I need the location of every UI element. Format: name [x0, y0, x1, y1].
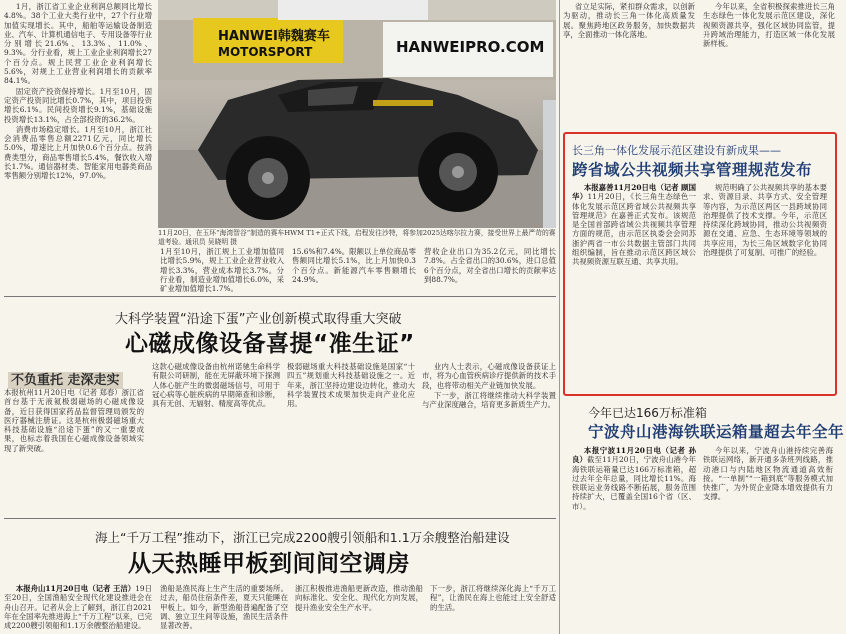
paragraph: 1月，浙江省工业企业利润总额同比增长4.8%。38个工业大类行业中，27个行业增加值实现增长。其中，船舶等运输设备制造业、汽车、计算机通信电子、专用设备等行业分别增长21.6%、13.3%、11.0%、9.3%。分行业看，规上工业企业利润增长27个百分点。规上民营工业企业利润增长5.6%，对规上工业营业利润增长的贡献率84.1%。 — [4, 2, 152, 86]
top-right-column — [563, 2, 835, 122]
bottom-kicker: 海上“千万工程”推动下，浙江已完成2200艘引领船和1.1万余艘整治船建设 — [95, 530, 510, 545]
bottom-body-2: 渔船是渔民海上生产生活的重要场所。过去，船员住宿条件差，夏天只能睡在甲板上。如今，新型渔船普遍配备了空调、独立卫生间等设施，渔民生活条件显著改善。 — [160, 584, 288, 631]
below-photo-column-2: 15.6%和7.4%。限额以上单位商品零售额同比增长5.1%，比上月加快0.3个百分点。新能源汽车零售额增长24.9%。 — [292, 247, 416, 284]
paragraph: 固定资产投资保持增长。1月至10月，固定资产投资同比增长0.7%，其中，项目投资增长6.1%。民间投资增长9.1%，基础设施投资增长13.1%，占全部投资的36.2%。 — [4, 86, 152, 124]
mid-body-1: 本报杭州11月20日电（记者 郑春）浙江省首台基于无液氦极弱磁场的心磁成像设备，近日获得国家药品监督管理局颁发的医疗器械注册证。这是杭州极弱磁场重大科技基础设施“沿途下蛋”的又一重要成果，也标志着我国在心磁成像设备领域实现了新突破。 — [4, 388, 144, 453]
below-photo-column-3: 营收企业出口为35.2亿元，同比增长7.8%。占全省出口的30.6%，进口总值6个百分点，对全省出口增长的贡献率达到88.7%。 — [424, 247, 556, 284]
banner-text: HANWEI韩魏赛车 — [218, 29, 330, 44]
paragraph: 省立足实际，紧扣群众需求，以创新为驱动，推动长三角一体化高质量发展。聚焦跨地区政务服务，加快数据共享，全面推动一体化落地。 — [563, 2, 695, 39]
url-text: HANWEIPRO.COM — [396, 38, 545, 56]
photo-caption: 11月20日，在玉环“海湾智谷”制造的赛车HWM T1+正式下线，启程发往沙特，将参加2025达喀尔拉力赛，接受世界上最严苛的赛道考验。通讯员 吴晓明 摄 — [158, 229, 556, 246]
right-body-left: 本报宁波11月20日电（记者 孙良）截至11月20日，宁波舟山港今年海铁联运箱量已达166万标准箱，超过去年全年总量，同比增长11%。海铁联运业务线路不断拓展，服务范围持续扩大，已覆盖全国16个省（区、市）。 — [572, 446, 696, 511]
mid-body-4: 业内人士表示，心磁成像设备获证上市，将为心血管疾病诊疗提供新的技术手段，也将带动相关产业链加快发展。 下一步，浙江将继续推动大科学装置与产业深度融合，培育更多新质生产力。 — [422, 362, 556, 410]
race-car-illustration — [158, 0, 556, 228]
svg-text:MOTORSPORT: MOTORSPORT — [218, 45, 313, 59]
bottom-body-3: 浙江积极推进渔船更新改造，推动渔船向标准化、安全化、现代化方向发展，提升渔业安全生产水平。 — [295, 584, 423, 612]
bottom-body-4: 下一步，浙江将继续深化海上“千万工程”，让渔民在海上也能过上安全舒适的生活。 — [430, 584, 556, 612]
bottom-body-1: 本报舟山11月20日电（记者 王洁）19日至20日，全国渔船安全现代化建设推进会在舟山召开。记者从会上了解到，浙江自2021年在全国率先推进海上“千万工程”以来，已完成2200艘引领船和1.1万余艘整治船建设。 — [4, 584, 152, 631]
top-left-column — [4, 2, 152, 284]
byline: 本报舟山11月20日电（记者 王洁） — [15, 584, 136, 593]
byline: 本报宁波11月20日电（记者 孙良） — [572, 446, 696, 465]
side-tag: 不负重托 走深走实 — [8, 369, 123, 388]
highlighted-body-right: 规范明确了公共视频共享的基本要求、资源目录、共享方式、安全管理等内容，为示范区两区一县跨域协同治理提供了技术支撑。今年，示范区持续深化跨域协同，推动公共视频资源在交通、应急、生态环境等领域的共享应用，为长三角区域数字化协同治理提供了可复制、可推广的经验。 — [703, 183, 827, 258]
mid-kicker: 大科学装置“沿途下蛋”产业创新模式取得重大突破 — [115, 312, 402, 327]
paragraph: 消费市场稳定增长。1月至10月，浙江社会消费品零售总额2271亿元，同比增长5.0%，增速比上月加快0.6个百分点。按消费类型分，商品零售增长5.4%，餐饮收入增长1.7%。通信器材类、智能家用电器类商品零售额分别增长12%，97.0%。 — [4, 124, 152, 181]
right-body-right: 今年以来，宁波舟山港持续完善海铁联运网络，新开通多条班列线路，推动港口与内陆地区物流通道高效衔接。“一单制”“一箱到底”等服务模式加快推广，为外贸企业降本增效提供有力支撑。 — [703, 446, 833, 502]
right-kicker: 今年已达166万标准箱 — [588, 406, 707, 420]
column-rule — [559, 0, 560, 634]
highlighted-body-left: 本报嘉善11月20日电（记者 顾国华）11月20日，《长三角生态绿色一体化发展示范区跨省域公共视频共享管理规范》在嘉善正式发布。该规范是全国首部跨省域公共视频共享管理方面的规范，由示范区执委会会同苏浙沪两省一市公共数据主管部门共同组织编制，旨在推动示范区跨区域公共视频资源互联互通、共享共用。 — [572, 183, 696, 267]
paragraph: 今年以来，全省积极探索推进长三角生态绿色一体化发展示范区建设，深化视频资源共享，强化区域协同监管，提升跨域治理能力，打造区域一体化发展新样板。 — [703, 2, 835, 49]
divider — [4, 296, 556, 297]
mid-headline: 心磁成像设备喜提“准生证” — [125, 331, 415, 357]
bottom-headline: 从天热睡甲板到间间空调房 — [128, 551, 410, 577]
highlighted-kicker: 长三角一体化发展示范区建设有新成果—— — [572, 144, 781, 157]
mid-body-3: 极弱磁场重大科技基础设施是国家“十四五”规划重大科技基础设施之一。近年来，浙江坚持边建设边转化，推动大科学装置技术成果加快走向产业化应用。 — [287, 362, 415, 409]
byline: 本报嘉善11月20日电（记者 顾国华） — [572, 183, 696, 202]
mid-body-2: 这款心磁成像设备由杭州诺驰生命科学有限公司研制，能在无屏蔽环境下探测人体心脏产生的微弱磁场信号，可用于冠心病等心脏疾病的早期筛查和诊断，具有无创、无辐射、精度高等优点。 — [152, 362, 280, 409]
below-photo-column-1: 1月至10月，浙江规上工业增加值同比增长5.9%，规上工业企业营业收入增长3.3%，营业成本增长3.7%。分行业看，制造业增加值增长6.0%，采矿业增加值增长1.7%。 — [160, 247, 284, 294]
race-car-photo — [158, 0, 556, 228]
highlighted-headline: 跨省域公共视频共享管理规范发布 — [572, 161, 813, 179]
divider — [4, 518, 556, 519]
right-headline: 宁波舟山港海铁联运箱量超去年全年 — [588, 423, 845, 441]
